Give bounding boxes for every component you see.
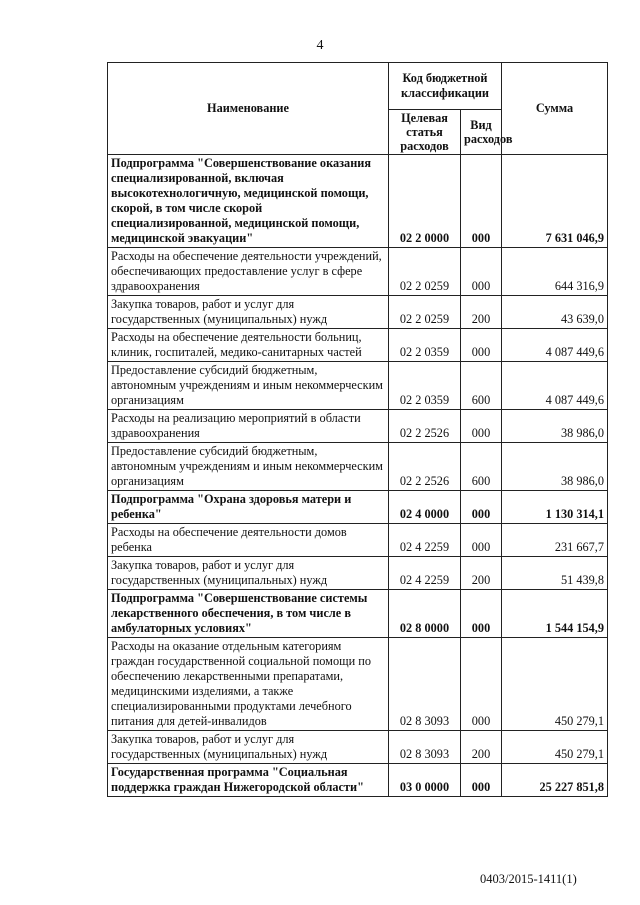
header-name: Наименование: [108, 63, 389, 155]
row-type-cell: 200: [461, 557, 502, 590]
row-target-cell: 02 2 0259: [389, 248, 461, 296]
row-target-cell: 02 8 3093: [389, 638, 461, 731]
table-header-row: [108, 63, 608, 110]
row-type-cell: 200: [461, 731, 502, 764]
row-target-cell: 02 2 2526: [389, 443, 461, 491]
page-number: 4: [316, 38, 324, 53]
row-sum-cell: 4 087 449,6: [502, 329, 608, 362]
table-row: [108, 764, 608, 797]
row-target-cell: 02 4 2259: [389, 557, 461, 590]
row-name-cell: Предоставление субсидий бюджетным, автономным учреждениям и иным некоммерческим организациям: [108, 362, 389, 410]
table-row: [108, 296, 608, 329]
row-target-cell: 02 2 0259: [389, 296, 461, 329]
table-row: [108, 731, 608, 764]
table-row: [108, 491, 608, 524]
row-name-cell: Расходы на реализацию мероприятий в области здравоохранения: [108, 410, 389, 443]
row-sum-cell: 1 130 314,1: [502, 491, 608, 524]
table-row: [108, 638, 608, 731]
table-row: [108, 329, 608, 362]
table-row: [108, 248, 608, 296]
row-sum-cell: 644 316,9: [502, 248, 608, 296]
row-target-cell: 02 4 0000: [389, 491, 461, 524]
table-row: [108, 443, 608, 491]
row-type-cell: 200: [461, 296, 502, 329]
row-name-cell: Закупка товаров, работ и услуг для государственных (муниципальных) нужд: [108, 296, 389, 329]
row-name-cell: Предоставление субсидий бюджетным, автономным учреждениям и иным некоммерческим организациям: [108, 443, 389, 491]
budget-table: [107, 62, 608, 797]
row-sum-cell: 450 279,1: [502, 638, 608, 731]
row-name-cell: Закупка товаров, работ и услуг для государственных (муниципальных) нужд: [108, 731, 389, 764]
row-type-cell: 000: [461, 248, 502, 296]
document-code: 0403/2015-1411(1): [480, 872, 577, 886]
row-name-cell: Подпрограмма "Совершенствование системы лекарственного обеспечения, в том числе в амбулаторных условиях": [108, 590, 389, 638]
header-expense-type: Вид расходов: [461, 110, 502, 155]
table-row: [108, 557, 608, 590]
row-target-cell: 02 2 2526: [389, 410, 461, 443]
header-code-group: Код бюджетной классификации: [389, 63, 502, 110]
table-row: [108, 410, 608, 443]
row-target-cell: 02 8 3093: [389, 731, 461, 764]
row-sum-cell: 38 986,0: [502, 443, 608, 491]
row-sum-cell: 231 667,7: [502, 524, 608, 557]
table-row: [108, 155, 608, 248]
row-sum-cell: 450 279,1: [502, 731, 608, 764]
row-name-cell: Расходы на обеспечение деятельности домов ребенка: [108, 524, 389, 557]
row-sum-cell: 43 639,0: [502, 296, 608, 329]
row-name-cell: Расходы на оказание отдельным категориям граждан государственной социальной помощи по обеспечению лекарственными препаратами, медицинскими изделиями, а также специализированными продуктами лечебного питания для детей-инвалидов: [108, 638, 389, 731]
row-name-cell: Закупка товаров, работ и услуг для государственных (муниципальных) нужд: [108, 557, 389, 590]
row-type-cell: 000: [461, 590, 502, 638]
row-type-cell: 000: [461, 491, 502, 524]
row-type-cell: 600: [461, 362, 502, 410]
row-target-cell: 02 4 2259: [389, 524, 461, 557]
row-target-cell: 02 8 0000: [389, 590, 461, 638]
row-name-cell: Подпрограмма "Совершенствование оказания специализированной, включая высокотехнологичную, медицинской помощи, скорой, в том числе скорой специализированной, медицинской помощи, медицинской эвакуации": [108, 155, 389, 248]
table-row: [108, 362, 608, 410]
row-type-cell: 000: [461, 329, 502, 362]
row-target-cell: 02 2 0359: [389, 329, 461, 362]
row-type-cell: 000: [461, 638, 502, 731]
row-type-cell: 000: [461, 764, 502, 797]
row-target-cell: 03 0 0000: [389, 764, 461, 797]
row-sum-cell: 25 227 851,8: [502, 764, 608, 797]
row-target-cell: 02 2 0359: [389, 362, 461, 410]
row-name-cell: Государственная программа "Социальная поддержка граждан Нижегородской области": [108, 764, 389, 797]
row-sum-cell: 7 631 046,9: [502, 155, 608, 248]
row-type-cell: 000: [461, 410, 502, 443]
row-sum-cell: 38 986,0: [502, 410, 608, 443]
table-row: [108, 524, 608, 557]
row-name-cell: Расходы на обеспечение деятельности учреждений, обеспечивающих предоставление услуг в сфере здравоохранения: [108, 248, 389, 296]
row-type-cell: 600: [461, 443, 502, 491]
row-sum-cell: 4 087 449,6: [502, 362, 608, 410]
table-row: [108, 590, 608, 638]
row-type-cell: 000: [461, 524, 502, 557]
row-sum-cell: 51 439,8: [502, 557, 608, 590]
row-sum-cell: 1 544 154,9: [502, 590, 608, 638]
row-type-cell: 000: [461, 155, 502, 248]
row-name-cell: Расходы на обеспечение деятельности больниц, клиник, госпиталей, медико-санитарных частей: [108, 329, 389, 362]
row-target-cell: 02 2 0000: [389, 155, 461, 248]
header-sum: Сумма: [502, 63, 608, 155]
header-target-article: Целевая статья расходов: [389, 110, 461, 155]
row-name-cell: Подпрограмма "Охрана здоровья матери и ребенка": [108, 491, 389, 524]
